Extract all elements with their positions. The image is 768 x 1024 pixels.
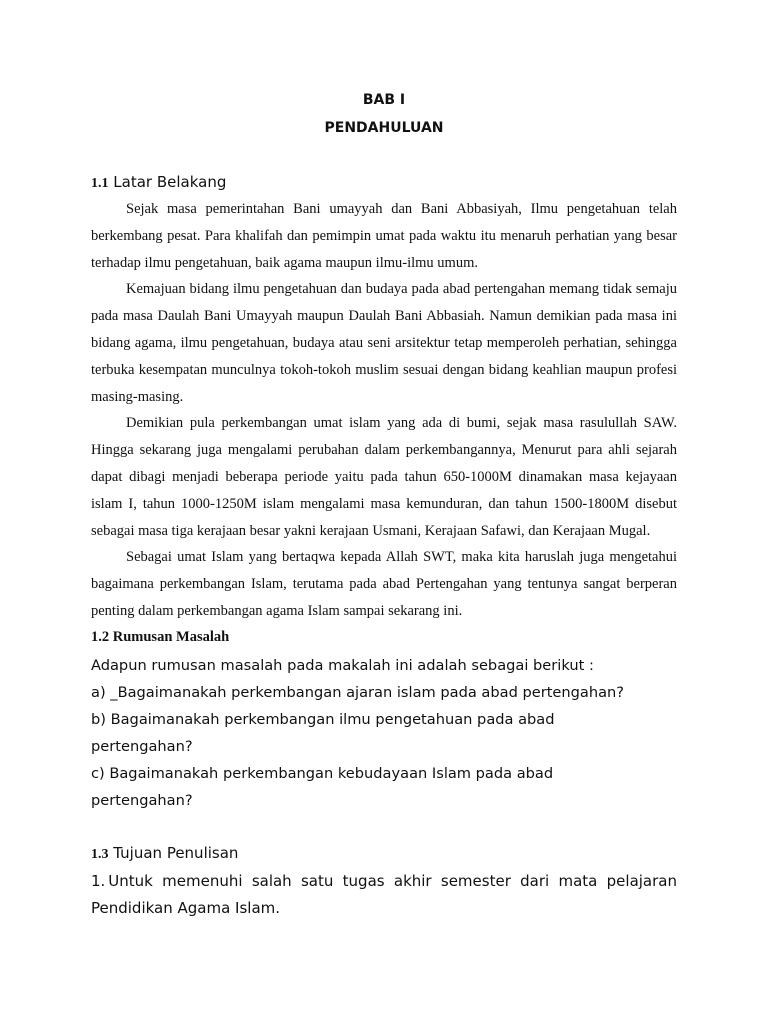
intro-text: Adapun rumusan masalah pada makalah ini adalah sebagai berikut : [91,657,594,674]
section-title: Latar Belakang [113,173,227,191]
section-title: Tujuan Penulisan [113,844,239,862]
chapter-title: PENDAHULUAN [324,120,444,136]
latar-belakang-body [91,196,677,625]
paragraph: Sejak masa pemerintahan Bani umayyah dan Bani Abbasiyah, Ilmu pengetahuan telah berkembang pesat. Para khalifah dan pemimpin umat pada waktu itu menaruh perhatian yang besar terhadap ilmu pengetahuan, baik agama maupun ilmu-ilmu umum. [91,201,677,271]
paragraph: Demikian pula perkembangan umat islam yang ada di bumi, sejak masa rasulullah SAW. Hingga sekarang juga mengalami perubahan dalam perkembangannya, Menurut para ahli sejarah dapat dibagi menjadi beberapa periode yaitu pada tahun 650-1000M dinamakan masa kejayaan islam I, tahun 1000-1250M islam mengalami masa kemunduran, dan tahun 1500-1800M disebut sebagai masa tiga kerajaan besar yakni kerajaan Usmani, Kerajaan Safawi, dan Kerajaan Mugal. [91,415,677,539]
list-item: 1. Untuk memenuhi salah satu tugas akhir semester dari mata pelajaran Pendidikan Agama Islam. [91,872,677,917]
paragraph: Sebagai umat Islam yang bertaqwa kepada Allah SWT, maka kita haruslah juga mengetahui bagaimana perkembangan Islam, terutama pada abad Pertengahan yang tentunya sangat berperan penting dalam perkembangan agama Islam sampai sekarang ini. [91,549,677,619]
list-item: a) _Bagaimanakah perkembangan ajaran islam pada abad pertengahan? [91,684,625,701]
list-item: b) Bagaimanakah perkembangan ilmu pengetahuan pada abad pertengahan? [91,711,555,755]
section-number: 1.3 [91,847,109,862]
section-heading-rumusan-masalah: 1.2 Rumusan Masalah [91,629,230,645]
rumusan-masalah-body [91,652,677,814]
section-heading-latar-belakang [91,173,226,192]
tujuan-penulisan-body [91,868,677,922]
chapter-label: BAB I [362,92,406,108]
section-number: 1.1 [91,176,109,191]
section-heading-tujuan-penulisan [91,844,238,863]
paragraph: Kemajuan bidang ilmu pengetahuan dan budaya pada abad pertengahan memang tidak semaju pada masa Daulah Bani Umayyah maupun Daulah Bani Abbasiah. Namun demikian pada masa ini bidang agama, ilmu pengetahuan, budaya atau seni arsitektur tetap memperoleh perhatian, sehingga terbuka kesempatan munculnya tokoh-tokoh muslim sesuai dengan bidang keahlian maupun profesi masing-masing. [91,281,677,405]
list-item: c) Bagaimanakah perkembangan kebudayaan Islam pada abad pertengahan? [91,765,554,809]
